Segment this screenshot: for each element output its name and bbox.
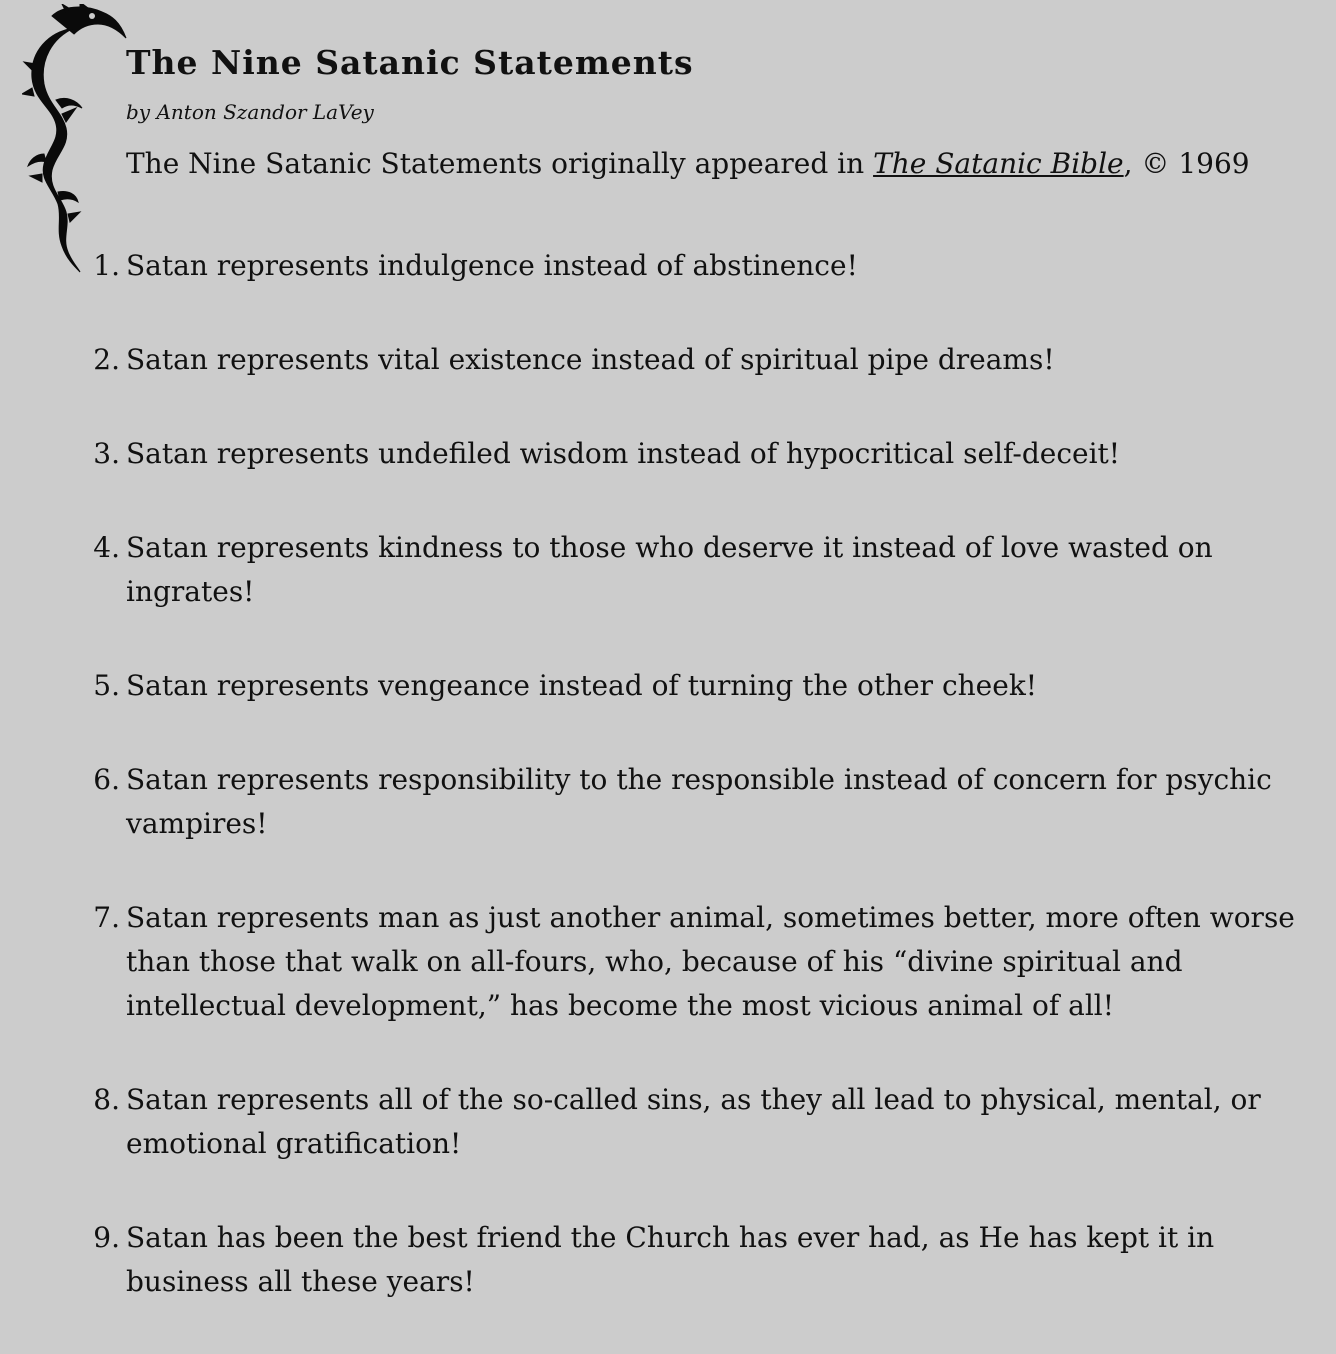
statement-item (93, 1216, 1316, 1304)
statement-text: Satan has been the best friend the Church has ever had, as He has kept it in business all these years! (126, 1221, 1215, 1298)
statement-item (93, 896, 1316, 1028)
statement-number: 5. (93, 669, 120, 702)
intro-paragraph (126, 144, 1316, 184)
satanic-bible-link[interactable]: The Satanic Bible (873, 147, 1124, 180)
statement-item (93, 338, 1316, 382)
statement-item (93, 526, 1316, 614)
intro-suffix: , © 1969 (1123, 147, 1250, 180)
dragon-illustration-icon (22, 4, 132, 274)
document (93, 40, 1316, 1354)
statement-item (93, 244, 1316, 288)
statement-item (93, 1078, 1316, 1166)
statement-text: Satan represents all of the so-called sins, as they all lead to physical, mental, or emotional gratification! (126, 1083, 1261, 1160)
statement-number: 1. (93, 249, 120, 282)
statement-number: 8. (93, 1083, 120, 1116)
page-title: The Nine Satanic Statements (126, 43, 694, 82)
statement-number: 2. (93, 343, 120, 376)
statement-number: 3. (93, 437, 120, 470)
statement-text: Satan represents vital existence instead of spiritual pipe dreams! (126, 343, 1055, 376)
statement-text: Satan represents man as just another animal, sometimes better, more often worse than those that walk on all-fours, who, because of his “divine spiritual and intellectual development,” has become the most vicious animal of all! (126, 901, 1295, 1022)
statement-text: Satan represents undefiled wisdom instead of hypocritical self-deceit! (126, 437, 1121, 470)
statements-list (93, 244, 1316, 1304)
statement-text: Satan represents indulgence instead of abstinence! (126, 249, 858, 282)
statement-number: 6. (93, 763, 120, 796)
statement-number: 7. (93, 901, 120, 934)
statement-item (93, 664, 1316, 708)
statement-text: Satan represents kindness to those who deserve it instead of love wasted on ingrates! (126, 531, 1213, 608)
statement-text: Satan represents vengeance instead of turning the other cheek! (126, 669, 1038, 702)
statement-text: Satan represents responsibility to the responsible instead of concern for psychic vampires! (126, 763, 1272, 840)
statement-number: 9. (93, 1221, 120, 1254)
byline: by Anton Szandor LaVey (126, 100, 374, 124)
statement-item (93, 432, 1316, 476)
statement-number: 4. (93, 531, 120, 564)
intro-prefix: The Nine Satanic Statements originally appeared in (126, 147, 874, 180)
statement-item (93, 758, 1316, 846)
